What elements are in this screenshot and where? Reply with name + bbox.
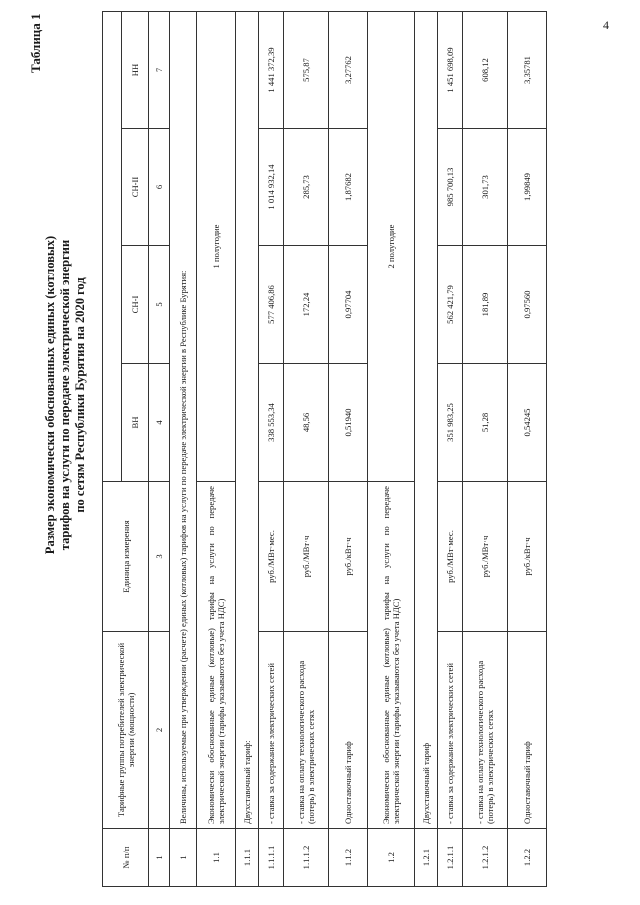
header-level-sn2: СН-II [122,129,149,246]
table-row [259,12,284,887]
header-col-group: Тарифные группы потребителей электрической энергии (мощности) [103,632,149,829]
page-number: 4 [603,18,609,32]
value-cell: 0,51940 [329,364,368,482]
table-row [438,12,463,887]
header-col-no: № п/п [103,829,149,887]
value-cell: 0,97560 [508,246,547,364]
row-unit: руб./МВт·ч [284,482,329,632]
row-text: - ставка на оплату технологического расхода (потерь) в электрических сетях [284,632,329,829]
row-number: 1.2.1.1 [438,829,463,887]
value-cell: 338 553,34 [259,364,284,482]
table-row [368,12,415,887]
row-number: 1.1.1 [236,829,259,887]
value-cell: 3,35781 [508,12,547,129]
row-number: 1.1.2 [329,829,368,887]
row-number: 1.1.1.2 [284,829,329,887]
index-cell: 3 [149,482,170,632]
row-text: - ставка за содержание электрических сетей [438,632,463,829]
header-levels-spacer [103,12,122,482]
row-number: 1 [170,829,197,887]
row-text: Двухставочный тариф [415,12,438,829]
title-line: тарифов на услуги по передаче электрической энергии [58,239,72,551]
value-cell: 3,27762 [329,12,368,129]
row-unit: руб./кВт·ч [329,482,368,632]
value-cell: 985 700,13 [438,129,463,246]
value-cell: 1,87682 [329,129,368,246]
period-label: 2 полугодие [368,12,415,482]
index-cell: 4 [149,364,170,482]
row-number: 1.2.1 [415,829,438,887]
table-row [463,12,508,887]
table-row [170,12,197,887]
index-cell: 1 [149,829,170,887]
table-row [508,12,547,887]
row-text: Двухставочный тариф: [236,12,259,829]
row-text: Одноставочный тариф [329,632,368,829]
index-cell: 2 [149,632,170,829]
document-title [43,115,88,675]
row-number: 1.1 [197,829,236,887]
table-row [236,12,259,887]
value-cell: 0,54245 [508,364,547,482]
value-cell: 1 441 372,39 [259,12,284,129]
row-unit: руб./МВт·мес. [438,482,463,632]
index-cell: 6 [149,129,170,246]
value-cell: 1 451 698,09 [438,12,463,129]
row-unit: руб./МВт·мес. [259,482,284,632]
value-cell: 575,87 [284,12,329,129]
row-number: 1.2 [368,829,415,887]
table-row [329,12,368,887]
row-text: Экономически обоснованные единые (котловые) тарифы на услуги по передаче электрической энергии (тарифы указываются без учета НДС) [197,482,236,829]
value-cell: 51,28 [463,364,508,482]
row-number: 1.2.2 [508,829,547,887]
title-line: Размер экономически обоснованных единых (котловых) [43,235,57,555]
row-number: 1.2.1.2 [463,829,508,887]
value-cell: 48,56 [284,364,329,482]
value-cell: 285,73 [284,129,329,246]
table-row [284,12,329,887]
value-cell: 1,99849 [508,129,547,246]
index-cell: 5 [149,246,170,364]
row-text: Одноставочный тариф [508,632,547,829]
row-text: Величины, используемые при утверждении (расчете) единых (котловых) тарифов на услуги по передаче электрической энергии в Республике Бурятия: [170,12,197,829]
value-cell: 562 421,79 [438,246,463,364]
header-level-nn: НН [122,12,149,129]
table-row [197,12,236,887]
value-cell: 0,97704 [329,246,368,364]
value-cell: 1 014 932,14 [259,129,284,246]
row-unit: руб./МВт·ч [463,482,508,632]
period-label: 1 полугодие [197,12,236,482]
row-text: - ставка на оплату технологического расхода (потерь) в электрических сетях [463,632,508,829]
value-cell: 301,73 [463,129,508,246]
index-cell: 7 [149,12,170,129]
table-row [415,12,438,887]
header-level-vn: ВН [122,364,149,482]
value-cell: 577 406,86 [259,246,284,364]
value-cell: 172,24 [284,246,329,364]
row-text: Экономически обоснованные единые (котловые) тарифы на услуги по передаче электрической энергии (тарифы указываются без учета НДС) [368,482,415,829]
index-row [149,12,170,887]
value-cell: 181,89 [463,246,508,364]
row-unit: руб./кВт·ч [508,482,547,632]
value-cell: 608,12 [463,12,508,129]
header-row [103,12,122,887]
table-label: Таблица 1 [28,13,43,73]
tariff-table [102,11,547,887]
row-number: 1.1.1.1 [259,829,284,887]
value-cell: 351 983,25 [438,364,463,482]
header-col-unit: Единица измерения [103,482,149,632]
header-level-sn1: СН-I [122,246,149,364]
row-text: - ставка за содержание электрических сетей [259,632,284,829]
title-line: по сетям Республики Бурятия на 2020 год [73,277,87,513]
